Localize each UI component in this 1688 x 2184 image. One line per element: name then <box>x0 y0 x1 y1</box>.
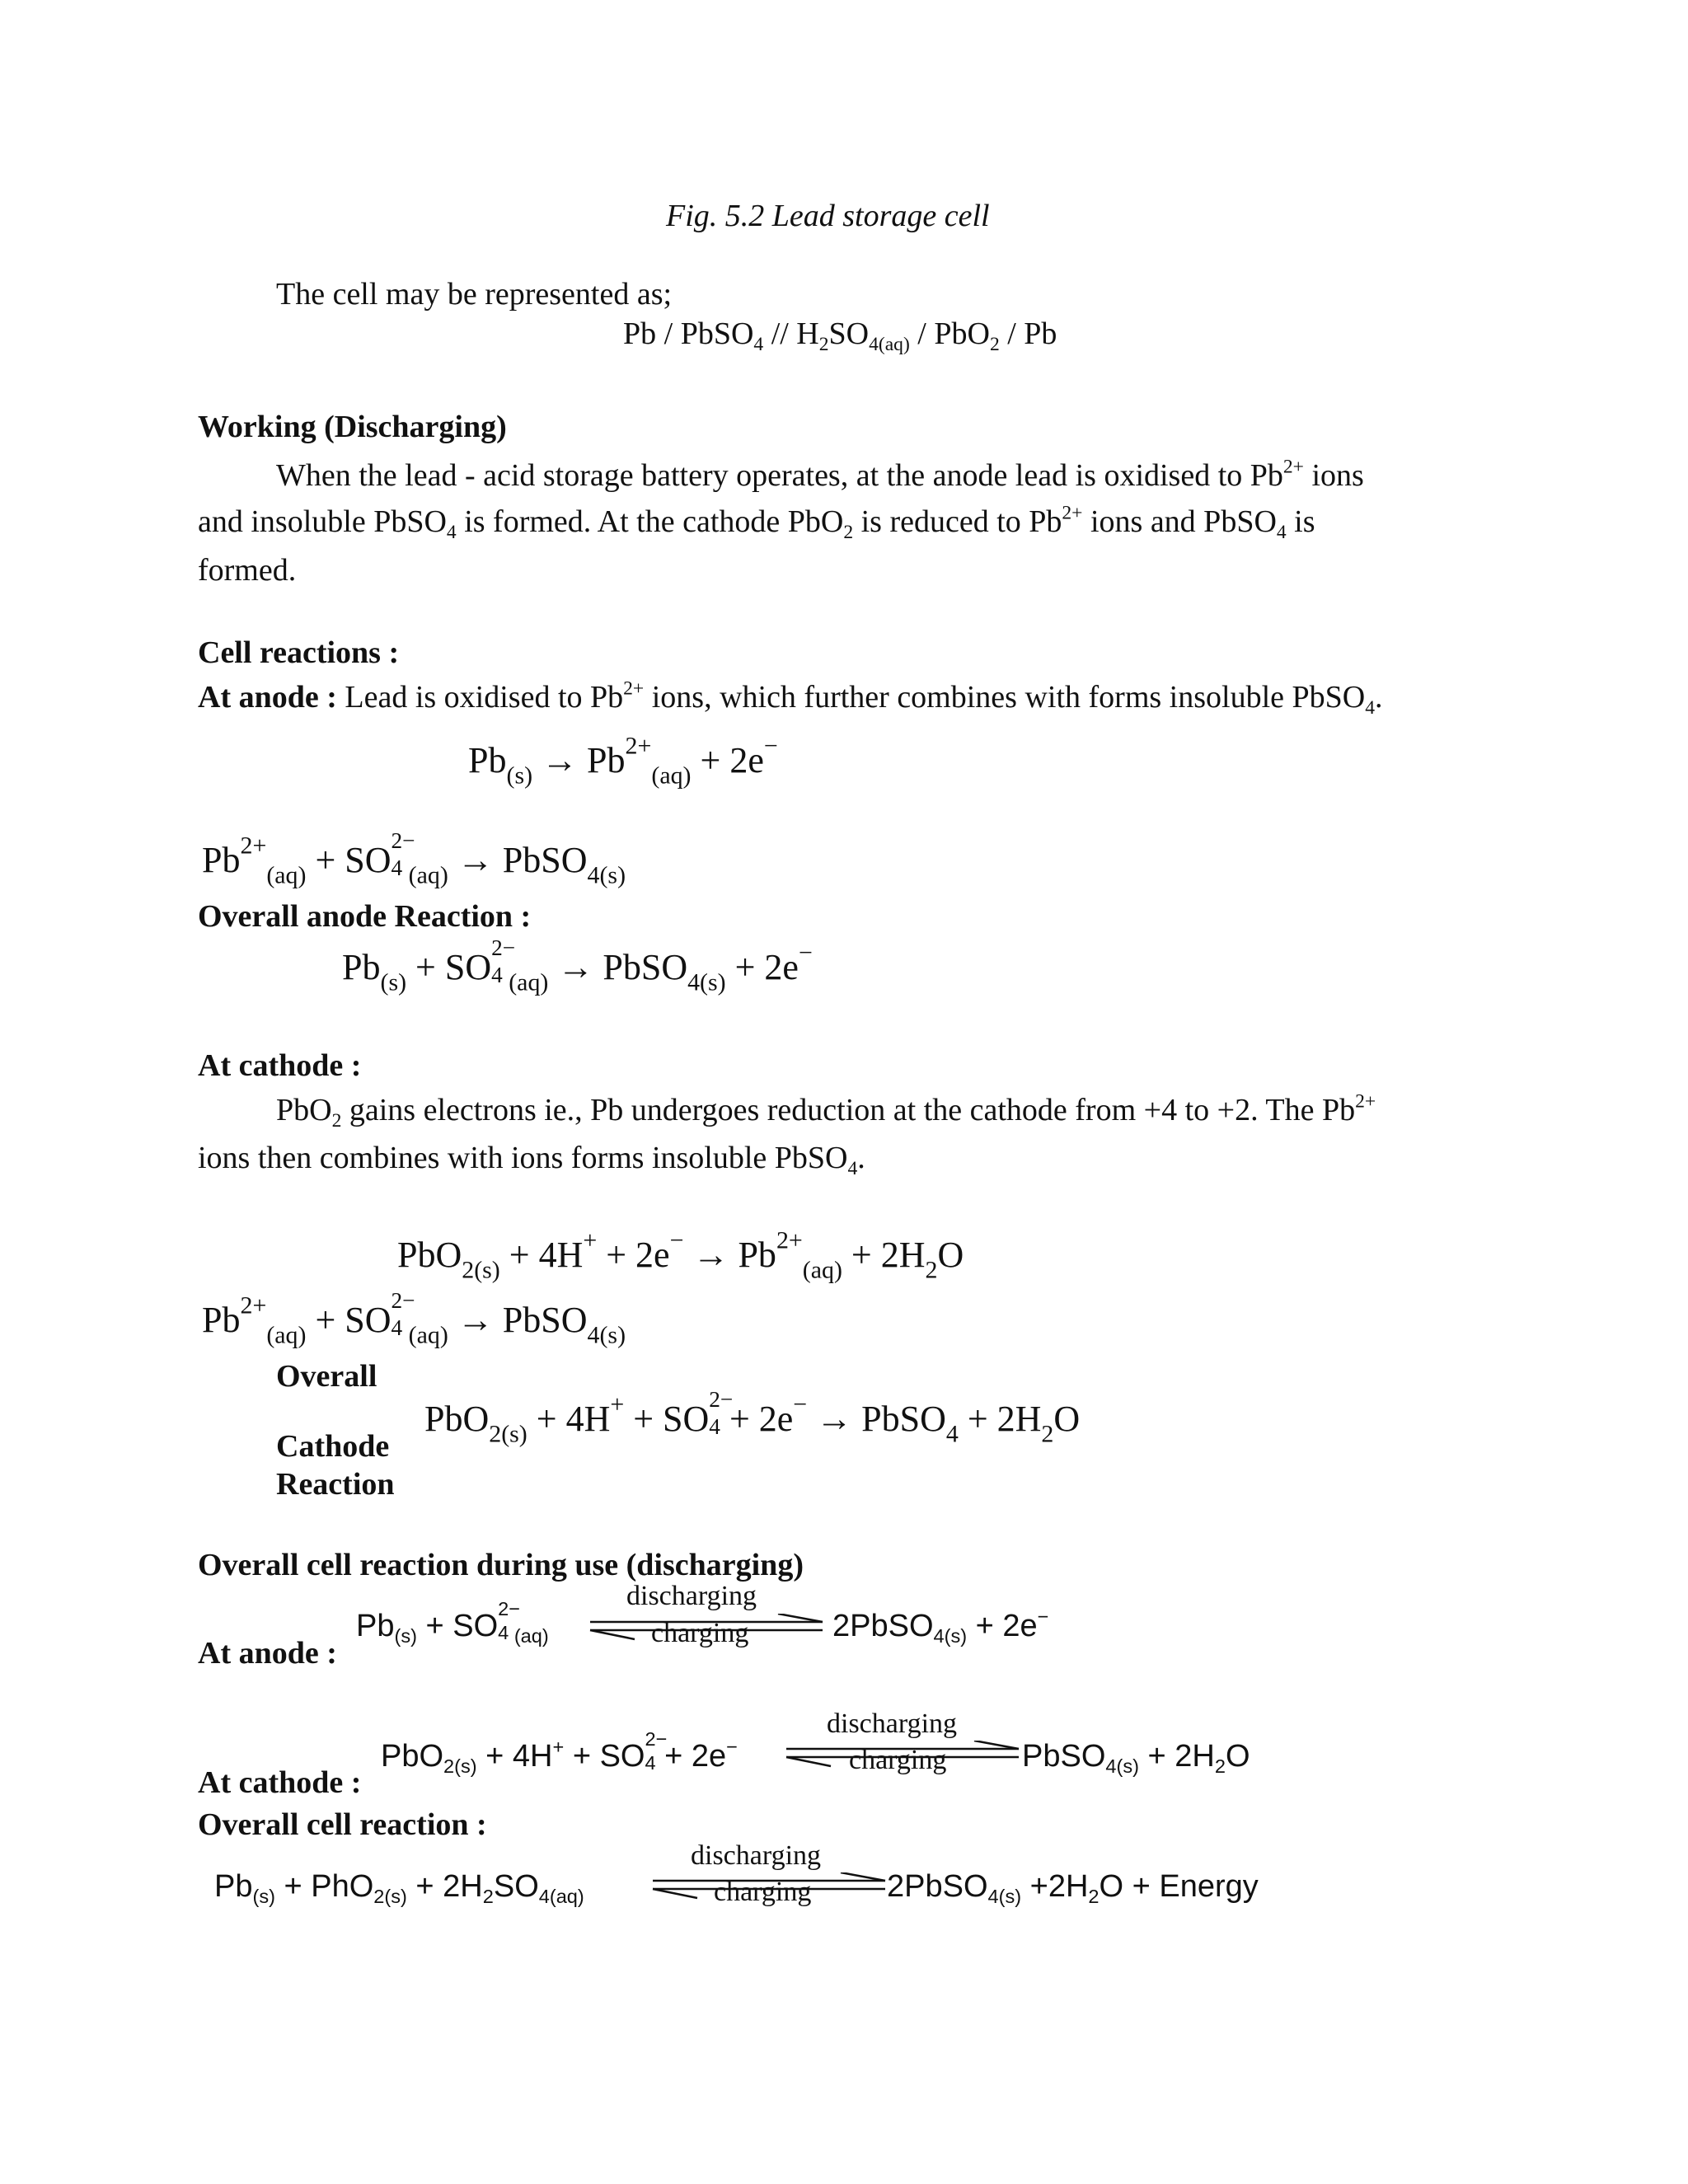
working-para-line2: and insoluble PbSO$_4$ is formed. At the cathode PbO$_2$ is reduced to $Pb^{2+}$ ions and PbSO$_4$ is <box>198 502 1315 544</box>
rev-anode-discharging-label: discharging <box>626 1581 757 1611</box>
rev-overall-lhs: $Pb_{(s)} + PhO_{2(s)} + 2H_2SO_{4(aq)}$ <box>214 1869 584 1908</box>
cathode-para-line2: ions then combines with ions forms insoluble PbSO$_4$. <box>198 1141 865 1180</box>
rev-overall-charging-label: charging <box>714 1877 812 1907</box>
rev-anode-charging-label: charging <box>651 1618 749 1648</box>
anode-description: At anode : Lead is oxidised to $Pb^{2+}$ ions, which further combines with forms insoluble PbSO$_4$. <box>198 677 1383 719</box>
overall-cathode-label-3: Reaction <box>276 1467 395 1502</box>
overall-anode-heading: Overall anode Reaction : <box>198 899 532 934</box>
cathode-para-line1: PbO$_2$ gains electrons ie., Pb undergoes reduction at the cathode from +4 to +2. The $Pb^{2+}$ <box>276 1090 1376 1132</box>
rev-overall-rhs: 2PbSO$_{4(s)}$ $+2H_2O$ + Energy <box>887 1869 1259 1908</box>
overall-anode-equation: $Pb_{(s)}$ + SO 2− 4 $_{(aq)}$ → PbSO$_{4(s)}$ + 2e− <box>342 935 813 996</box>
rev-cathode-rhs: PbSO$_{4(s)}$ + $2H_2O$ <box>1022 1739 1250 1778</box>
working-para-line3: formed. <box>198 553 297 588</box>
rev-anode-lhs: $Pb_{(s)}$ + SO 2− 4 $_{(aq)}$ <box>356 1597 549 1647</box>
cell-reactions-heading: Cell reactions : <box>198 635 400 670</box>
cathode-equation-1: $PbO_{2(s)} + 4H^+ + 2e^- \to Pb^{2+}_{(aq)} + 2H_2O$ <box>397 1226 964 1284</box>
rev-anode-rhs: 2PbSO$_{4(s)}$ + 2e− <box>832 1605 1049 1647</box>
rev-cathode-lhs: PbO$_{2(s)}$ + 4H+ + SO 2− 4 + 2e− <box>381 1727 738 1778</box>
intro-text: The cell may be represented as; <box>276 277 673 312</box>
rev-cathode-label: At cathode : <box>198 1765 362 1800</box>
rev-cathode-charging-label: charging <box>849 1745 947 1775</box>
overall-cathode-equation: PbO$_{2(s)}$ + 4H+ + SO 2− 4 + 2e− → PbSO$_4$ + $2H_2O$ <box>424 1386 1081 1448</box>
anode-equation-2: $Pb^{2+}_{(aq)}$ + SO 2− 4 $_{(aq)}$ → PbSO$_{4(s)}$ <box>202 827 626 889</box>
overall-use-heading: Overall cell reaction during use (discharging) <box>198 1548 804 1582</box>
cathode-equation-2: $Pb^{2+}_{(aq)}$ + SO 2− 4 $_{(aq)}$ → PbSO$_{4(s)}$ <box>202 1287 626 1349</box>
anode-equation-1: $Pb_{(s)} \to Pb^{2+}_{(aq)} + 2e^-$ <box>468 732 778 790</box>
overall-cell-heading: Overall cell reaction : <box>198 1807 487 1842</box>
overall-cathode-label-1: Overall <box>276 1359 377 1394</box>
working-para-line1: When the lead - acid storage battery operates, at the anode lead is oxidised to $Pb^{2+}$ ions <box>276 456 1364 493</box>
cell-notation: Pb / PbSO$_4$ // $H_2SO_{4(aq)} / PbO_2$ / Pb <box>623 316 1057 356</box>
working-heading: Working (Discharging) <box>198 410 507 444</box>
figure-caption: Fig. 5.2 Lead storage cell <box>666 199 990 233</box>
rev-anode-label: At anode : <box>198 1636 337 1671</box>
overall-cathode-label-2: Cathode <box>276 1429 390 1464</box>
rev-overall-discharging-label: discharging <box>691 1840 822 1871</box>
rev-cathode-discharging-label: discharging <box>827 1708 958 1739</box>
cathode-heading: At cathode : <box>198 1048 362 1083</box>
